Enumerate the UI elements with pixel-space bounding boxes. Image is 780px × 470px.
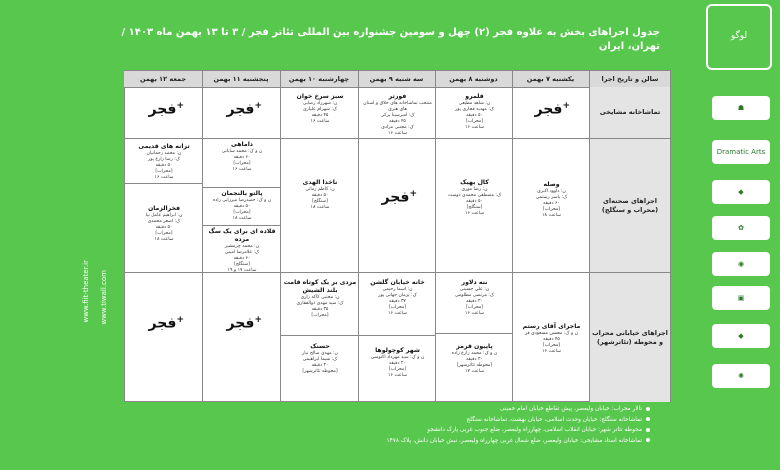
header-day-5: پنجشنبه ۱۱ بهمن [202,71,281,88]
cell-divider [203,187,281,188]
tiwall-link[interactable]: www.tiwall.com [100,270,108,325]
venue-addresses [120,404,650,446]
dramatic-arts-center-logo: Dramatic Arts [712,140,770,164]
page-title: جدول اجراهای بخش به علاوه فجر (۲) چهل و سومین جشنواره بین المللی تئاتر فجر / ۳ تا ۱۳ بهمن ماه ۱۴۰۳ / تهران، ایران [121,27,660,52]
show-cell: حسنک ن: مهدی صالح نیار ک: شیما ابراهیمی ۳۰ دقیقه [محوطه تئاترشهر] [302,343,338,374]
row-label-stage: اجراهای صحنه‌ای (محراب و سنگلج) [590,138,670,273]
org-logo-7: ◆ [712,324,770,348]
show-cell: پاپیون قرمز ن و ک: محمد زارع زاده ۳۰ دقیقه [محوطه تئاترشهر] ساعت ۱۷ [451,343,498,374]
org-logo-4: ✿ [712,216,770,240]
show-cell: فورتر منتخب تماشاخانه های خلاق و استان های هنری ک: امیرسینا پرکی ۴۵ دقیقه ک: مجتبی مرادی ساعت ۱۶ [363,93,432,136]
show-cell: قلاده ای برای یک سگ مرده ن: محمد چرمشیر ک: غلامرضا امینی ۶۰ دقیقه [سنگلج] ساعت ۱۷ و ۱۹ [208,228,276,273]
row-label-street: اجراهای خیابانی محراب و محوطه (تئاترشهر) [590,272,670,402]
show-cell: ننه دلاور ن: علی حسینی ک: مرتضی مظلومی ۳۰ دقیقه [محراب] ساعت ۱۶ [454,279,495,316]
address-line: محوطه تئاتر شهر: خیابان انقلاب اسلامی، چهارراه ولیعصر، ضلع جنوب غربی پارک دانشجو [120,425,650,436]
header-day-1: یکشنبه ۷ بهمن [512,71,590,88]
cell-divider [436,333,513,334]
address-line: تالار محراب: خیابان ولیعصر، پیش تقاطع خیابان امام خمینی [120,404,650,415]
header-day-4: چهارشنبه ۱۰ بهمن [280,71,359,88]
show-cell: وصله ن: داوود اکبری ک: یاسر رستمی ۶۰ دقیقه [محراب] ساعت ۱۸ [535,181,568,218]
org-logo-6: ▣ [712,286,770,310]
show-cell: کال بهیک ن: رضا موری ک: مصطفی محمدی دوست ۵۰ دقیقه [سنگلج] ساعت ۱۶ [447,179,502,216]
address-line: تماشاخانه استاد مشایخی: خیابان ولیعصر، ضلع شمال غربی چهارراه ولیعصر، نبش خیابان دانش، پلاک ۱۴۷۸ [120,436,650,447]
cell-divider [203,225,281,226]
header-hall-date: سالن و تاریخ اجرا [590,71,670,88]
festival-logo: لوگو [706,4,772,70]
show-cell: ماجرای آقای رستم ن و ک: محسن مسعودی فر ۴۵ دقیقه [محراب] ساعت ۱۶ [522,323,581,354]
row-divider [125,272,590,273]
header-day-6: جمعه ۱۲ بهمن [124,71,203,88]
show-cell: قلمرو ن: شاهد مطیعی ک: مهدیه فخاری پور ۵۰ دقیقه [محراب] ساعت ۱۶ [454,93,494,130]
cell-divider [281,335,359,336]
show-cell: فخرالزمان ن: ابراهیم عامل نیا ک: اصغر محمدی ۵۰ دقیقه [محراب] ساعت ۱۸ [145,205,183,242]
ministry-logo: ☗ [712,96,770,120]
show-cell: شهر کوچولوها ن و ک: سید مهرداد اکتوسی ۲۰ دقیقه [محراب] ساعت ۱۶ [370,347,425,378]
cell-divider [125,183,203,184]
show-cell: ترانه های قدیمی ن: محمد رحمانیان ک: رضا زارع پور ۵۰ دقیقه [محراب] ساعت ۱۶ [138,143,190,180]
fajr-plus-logo: +فجر [226,315,262,332]
fajr-plus-logo: +فجر [148,315,184,332]
header-day-3: سه شنبه ۹ بهمن [358,71,436,88]
insurance-logo: ◉ [712,252,770,276]
show-cell: مردی بر یک کوتاه قامت بلند الشیش ن: مجتبی کاکه زاری ک: سید مهدی ذوالفقاری ۳۵ دقیقه [محراب] [283,279,357,318]
fajr-plus-logo: +فجر [226,101,262,118]
show-cell: خانه خیابان گلشن ن: اسما رحیمی ک: پژمان جهانی پور ۳۷ دقیقه [محراب] ساعت ۱۶ [370,279,425,316]
show-cell: پالتو بالنجمان ن و ک: حمیدرضا میرزایی زاده ۵۰ دقیقه [محراب] ساعت ۱۸ [212,190,272,221]
fajr-plus-logo: +فجر [381,189,417,206]
header-day-2: دوشنبه ۸ بهمن [435,71,513,88]
show-cell: ناخدا الهدی ن: کاظم زمانی ۵۰ دقیقه [سنگلج] ساعت ۱۸ [302,179,338,210]
cell-divider [359,335,436,336]
show-cell: داماهی ن و ک: محمد سایانی ۶۰ دقیقه [محراب] ساعت ۱۶ [221,141,263,172]
row-divider [125,138,590,139]
row-label-mashayekhi: تماشاخانه مشایخی [590,87,670,138]
schedule-table [124,70,671,402]
org-logo-3: ◆ [712,180,770,204]
address-line: تماشاخانه سنگلج: خیابان وحدت اسلامی، خیابان بهشت، تماشاخانه سنگلج [120,415,650,426]
fajr-plus-logo: +فجر [534,101,570,118]
fajr-plus-logo: +فجر [148,101,184,118]
show-cell: سبز سرخ خوان ن: شهرزاد رضایی ک: شهرام علیاری ۴۵ دقیقه ساعت ۱۶ [296,93,344,124]
org-logo-8: ✺ [712,364,770,388]
website-link[interactable]: www.fiit-theater.ir [82,260,90,323]
